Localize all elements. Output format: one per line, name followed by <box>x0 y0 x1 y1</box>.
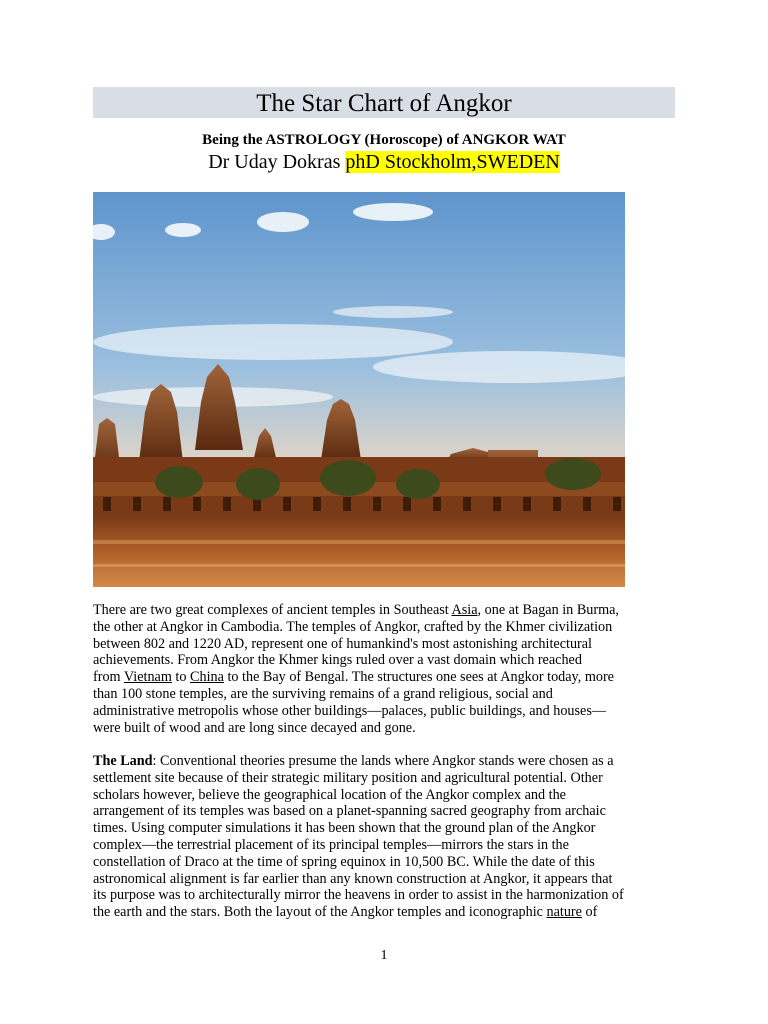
text-line: administrative metropolis whose other buildings—palaces, public buildings, and houses— <box>93 702 607 719</box>
text-line: times. Using computer simulations it has been shown that the ground plan of the Angkor <box>93 820 596 837</box>
text-line <box>93 669 675 686</box>
document-subtitle: Being the ASTROLOGY (Horoscope) of ANGKOR WAT <box>202 132 566 148</box>
section-heading-the-land: The Land <box>93 753 153 769</box>
link-nature[interactable]: nature <box>546 904 582 921</box>
link-china[interactable]: China <box>190 669 224 686</box>
text-line <box>93 904 675 921</box>
page-number: 1 <box>380 948 388 963</box>
text-span: to the Bay of Bengal. The structures one sees at Angkor today, more <box>223 669 614 686</box>
text-line: scholars however, believe the geographical location of the Angkor complex and the <box>93 786 566 803</box>
text-line <box>93 602 675 619</box>
text-line: were built of wood and are long since decayed and gone. <box>93 719 416 736</box>
text-line: settlement site because of their strategic military position and agricultural potential. Other <box>93 769 603 786</box>
author-line <box>93 150 675 174</box>
document-title <box>93 87 675 118</box>
text-line: the other at Angkor in Cambodia. The temples of Angkor, crafted by the Khmer civilization <box>93 618 613 635</box>
text-line: complex—the terrestrial placement of its principal temples—mirrors the stars in the <box>93 836 569 853</box>
text-span: , one at Bagan in Burma, <box>477 602 619 618</box>
text-span: of <box>581 904 598 921</box>
text-span: to <box>171 669 191 686</box>
paragraph-the-land <box>93 753 675 921</box>
text-span: from <box>93 669 124 686</box>
author-affiliation-highlight: phD Stockholm,SWEDEN <box>345 151 560 173</box>
text-span: There are two great complexes of ancient temples in Southeast <box>93 602 452 618</box>
link-asia[interactable]: Asia <box>451 602 478 618</box>
paragraph-intro <box>93 602 675 736</box>
text-line: constellation of Draco at the time of spring equinox in 10,500 BC. While the date of this <box>93 853 595 870</box>
title-text: The Star Chart of Angkor <box>256 90 512 117</box>
text-line: achievements. From Angkor the Khmer kings ruled over a vast domain which reached <box>93 652 582 669</box>
text-line <box>93 753 675 770</box>
text-span: the earth and the stars. Both the layout of the Angkor temples and iconographic <box>93 904 547 921</box>
author-name: Dr Uday Dokras <box>208 151 346 173</box>
text-line: between 802 and 1220 AD, represent one of humankind's most astonishing architectural <box>93 635 593 652</box>
text-span: : Conventional theories presume the lands where Angkor stands were chosen as a <box>152 753 614 769</box>
angkor-wat-photo <box>93 192 625 587</box>
text-line: its purpose was to architecturally mirror the heavens in order to assist in the harmonization of <box>93 887 624 904</box>
text-line: arrangement of its temples was based on a planet-spanning sacred geography from archaic <box>93 803 606 820</box>
text-line: astronomical alignment is far earlier than any known construction at Angkor, it appears that <box>93 870 613 887</box>
text-line: than 100 stone temples, are the surviving remains of a grand religious, social and <box>93 685 553 702</box>
link-vietnam[interactable]: Vietnam <box>123 669 172 686</box>
